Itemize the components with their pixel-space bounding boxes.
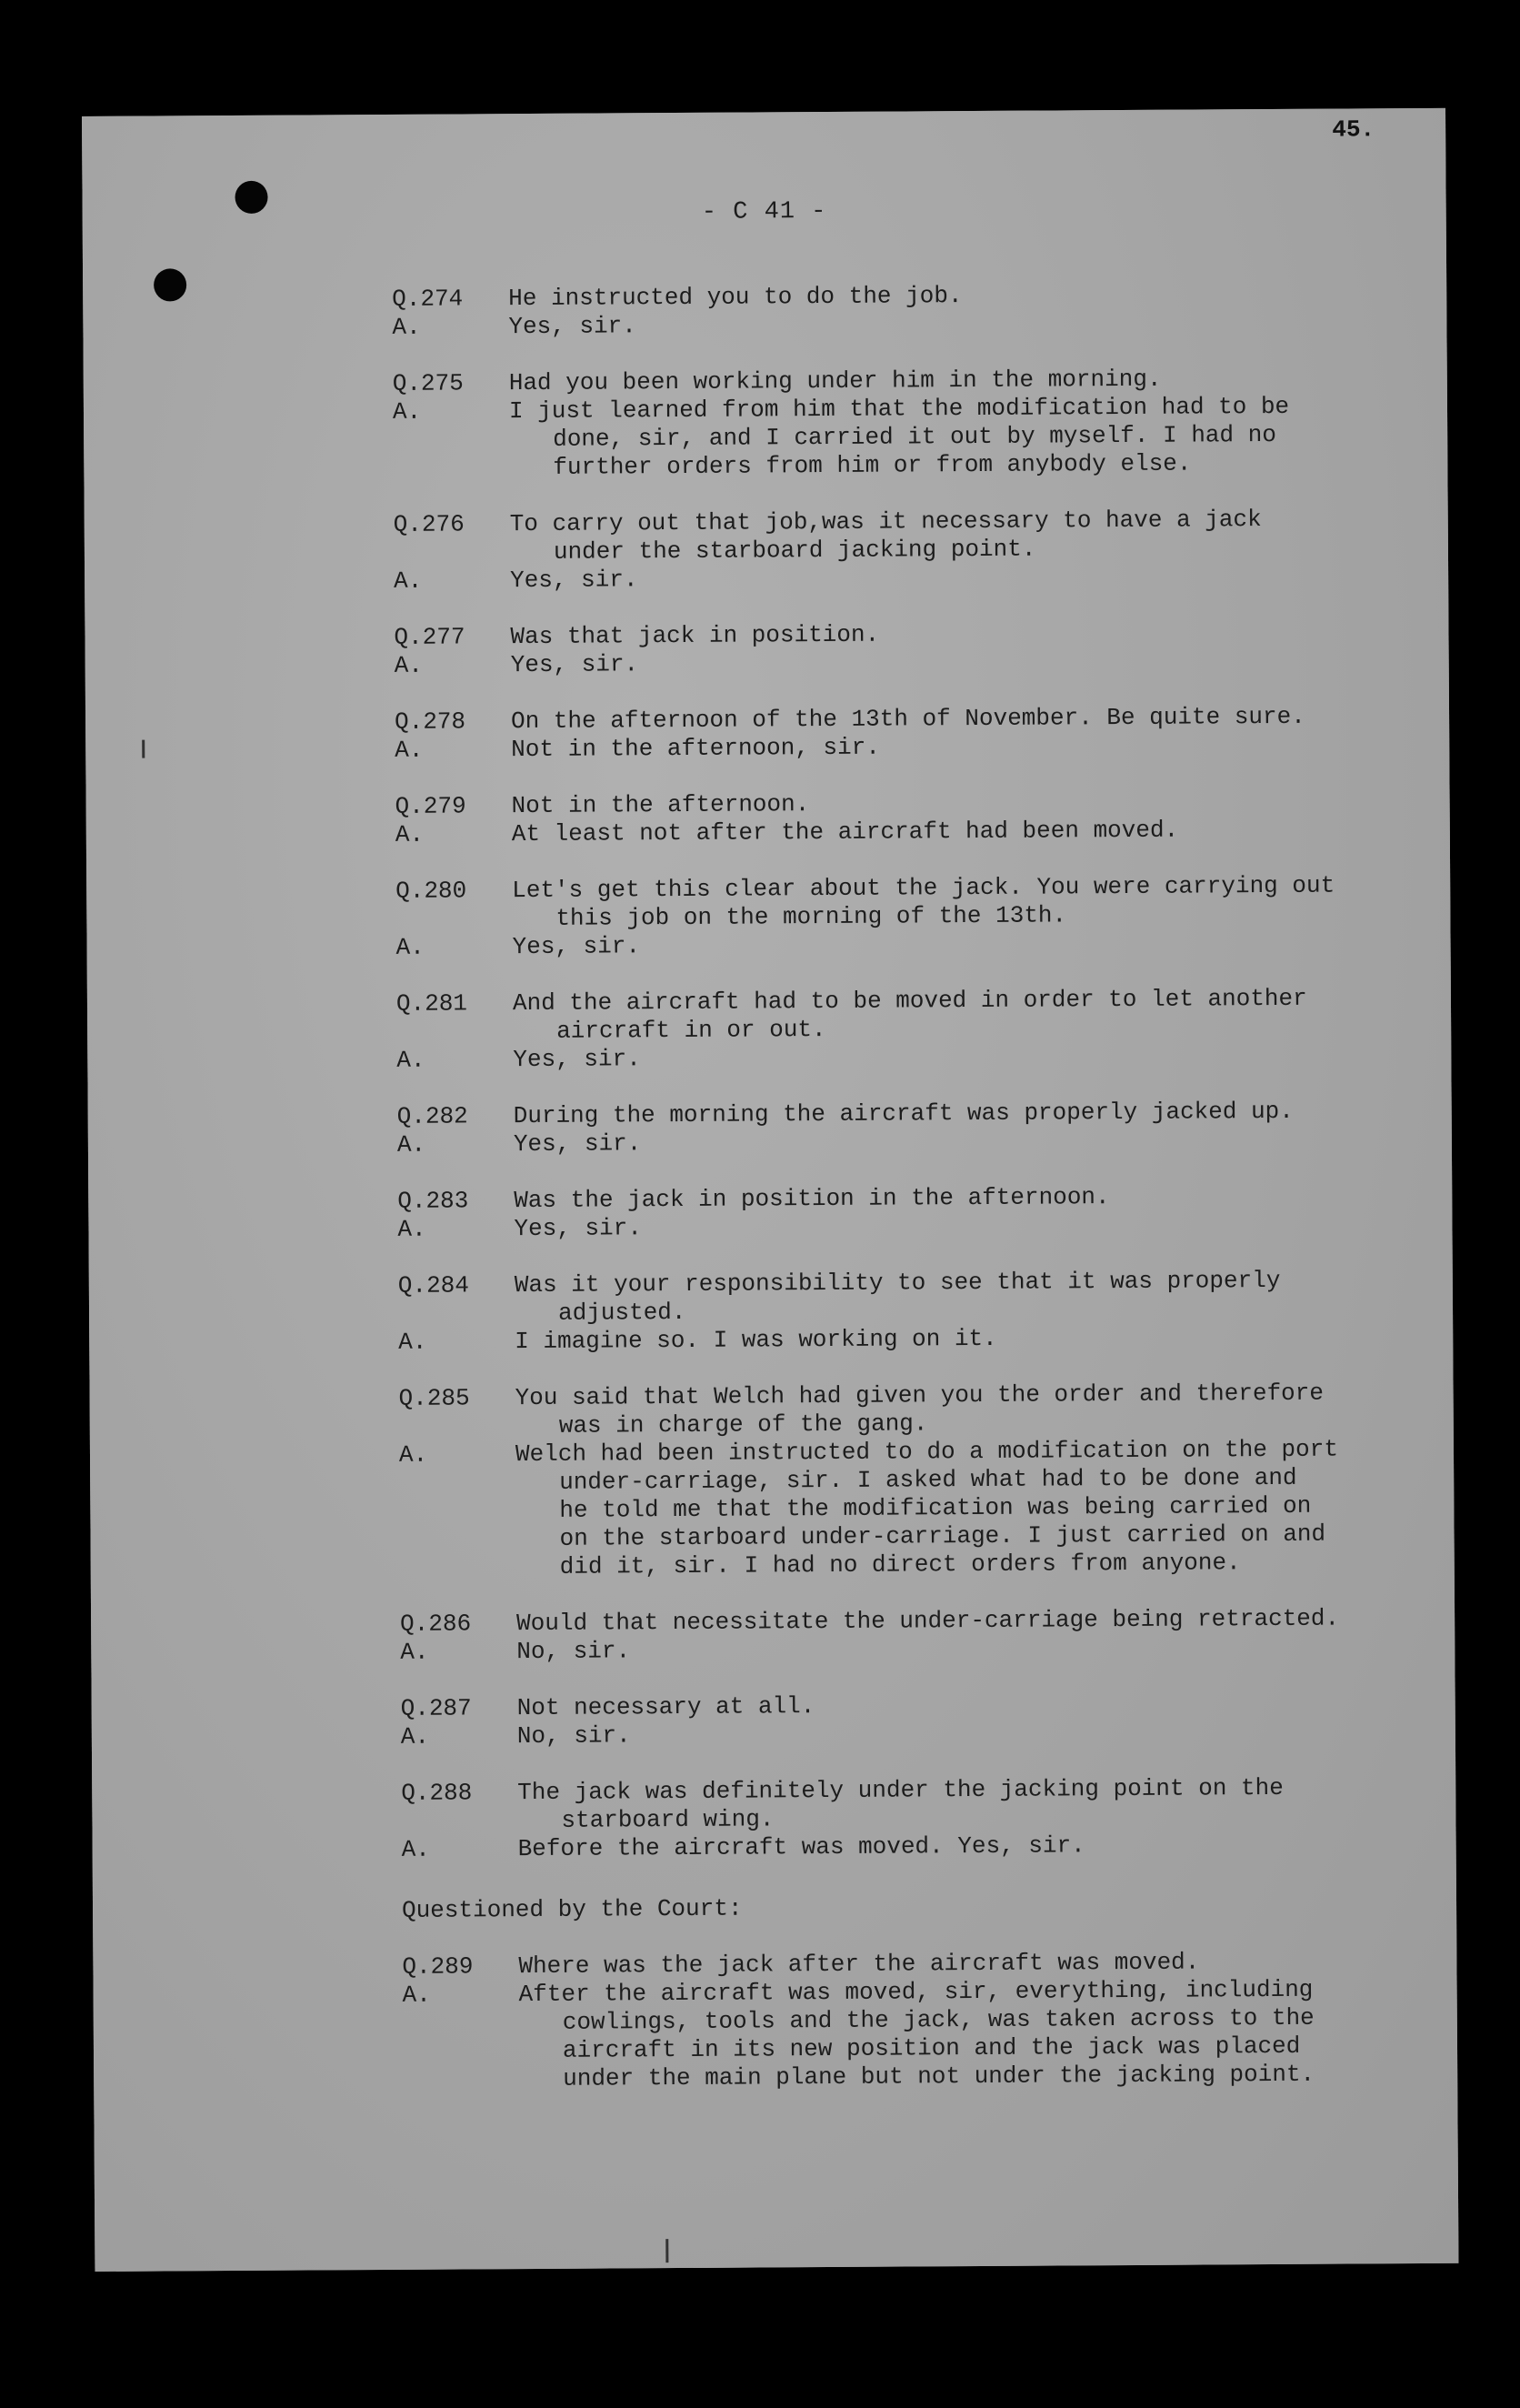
qa-list xyxy=(392,279,1402,1864)
text-line: Had you been working under him in the morning. xyxy=(508,365,1162,397)
qa-entry xyxy=(393,364,1394,483)
answer-label: A. xyxy=(392,313,421,341)
text-line: on the starboard under-carriage. I just carried on and xyxy=(559,1520,1326,1552)
text-line: this job on the morning of the 13th. xyxy=(555,901,1067,932)
answer-text xyxy=(514,1125,1397,1159)
text-line: No, sir. xyxy=(516,1721,631,1751)
answer xyxy=(395,646,1395,680)
answer xyxy=(398,1322,1398,1357)
text-line: The jack was definitely under the jacking point on the xyxy=(517,1773,1284,1807)
answer-label: A. xyxy=(401,1835,430,1863)
text-line: Not necessary at all. xyxy=(516,1692,815,1722)
qa-entry xyxy=(392,279,1392,342)
answer-text xyxy=(514,1209,1397,1243)
question-text xyxy=(515,1379,1399,1440)
text-line: adjusted. xyxy=(557,1298,686,1327)
answer-label: A. xyxy=(398,1328,427,1356)
text-line: did it, sir. I had no direct orders from anyone. xyxy=(559,1549,1241,1580)
page-header: - C 41 - xyxy=(701,197,827,226)
qa-entry xyxy=(398,1266,1399,1357)
punch-hole-bottom xyxy=(154,268,186,301)
answer xyxy=(400,1632,1400,1667)
question-label: Q.283 xyxy=(397,1187,469,1215)
answer-text xyxy=(519,1975,1404,2093)
text-line: was in charge of the gang. xyxy=(558,1410,928,1440)
text-line: he told me that the modification was being carried on xyxy=(559,1491,1312,1524)
text-line: Yes, sir. xyxy=(508,312,636,341)
question-label: Q.274 xyxy=(392,285,464,313)
text-line: Yes, sir. xyxy=(510,650,639,679)
question-label: Q.276 xyxy=(393,510,465,538)
answer-text xyxy=(517,1717,1401,1751)
qa-entry xyxy=(394,505,1395,596)
answer-text xyxy=(511,646,1395,679)
qa-entry xyxy=(397,1097,1397,1159)
question-label: Q.277 xyxy=(394,623,465,651)
question-label: Q.282 xyxy=(396,1102,468,1130)
answer-label: A. xyxy=(400,1722,430,1751)
text-line: further orders from him or from anybody else. xyxy=(553,449,1192,481)
answer xyxy=(402,1830,1402,1864)
text-line: aircraft in its new position and the jack was placed xyxy=(562,2032,1301,2064)
answer-label: A. xyxy=(400,1638,429,1666)
question-label: Q.287 xyxy=(400,1694,472,1722)
question-text xyxy=(517,1773,1401,1835)
qa-entry xyxy=(402,1947,1403,2094)
text-line: He instructed you to do the job. xyxy=(508,282,963,313)
qa-entry xyxy=(397,1181,1397,1244)
text-line: Yes, sir. xyxy=(513,1129,642,1159)
text-line: Not in the afternoon, sir. xyxy=(511,733,881,764)
question xyxy=(398,1266,1398,1329)
answer-text xyxy=(511,730,1395,764)
answer-label: A. xyxy=(395,820,425,848)
answer xyxy=(395,815,1395,849)
answer-label: A. xyxy=(396,1046,425,1074)
answer xyxy=(395,928,1395,962)
text-line: Was it your responsibility to see that it was properly xyxy=(514,1266,1281,1299)
text-line: Yes, sir. xyxy=(510,566,638,595)
qa-entry xyxy=(394,617,1394,680)
section-heading: Questioned by the Court: xyxy=(401,1894,743,1924)
page-number: 45. xyxy=(1332,115,1375,144)
answer-text xyxy=(509,392,1394,482)
answer-text xyxy=(510,561,1394,595)
text-line: At least not after the aircraft had been moved. xyxy=(511,816,1179,848)
qa-entry xyxy=(395,871,1396,962)
text-line: Would that necessitate the under-carriage being retracted. xyxy=(516,1604,1340,1638)
text-line: under the main plane but not under the jacking point. xyxy=(563,2060,1315,2092)
answer xyxy=(399,1435,1400,1582)
question xyxy=(394,505,1394,567)
text-line: Before the aircraft was moved. Yes, sir. xyxy=(517,1831,1085,1863)
text-line: I imagine so. I was working on it. xyxy=(515,1324,997,1356)
answer-text xyxy=(515,1435,1400,1581)
court-qa-list xyxy=(402,1947,1403,2094)
question-text xyxy=(510,505,1394,567)
answer xyxy=(392,307,1392,342)
answer xyxy=(396,1040,1396,1075)
text-line: Was that jack in position. xyxy=(510,620,880,651)
answer-label: A. xyxy=(395,933,425,961)
text-line: under-carriage, sir. I asked what had to be done and xyxy=(559,1463,1297,1496)
question-label: Q.281 xyxy=(395,989,468,1018)
answer-label: A. xyxy=(398,1440,428,1469)
answer-label: A. xyxy=(397,1215,426,1243)
text-line: Yes, sir. xyxy=(512,932,641,961)
question-label: Q.289 xyxy=(402,1952,474,1981)
question-label: Q.278 xyxy=(394,707,466,736)
answer xyxy=(395,730,1395,765)
answer xyxy=(393,392,1394,483)
document-page xyxy=(82,108,1458,2272)
qa-entry xyxy=(395,787,1395,849)
answer-label: A. xyxy=(396,1130,426,1159)
answer-text xyxy=(513,1040,1396,1074)
question-label: Q.275 xyxy=(392,369,464,397)
answer-text xyxy=(508,307,1392,341)
text-line: Was the jack in position in the afternoon. xyxy=(514,1183,1110,1215)
text-line: Let's get this clear about the jack. You were carrying out xyxy=(512,871,1335,905)
qa-entry xyxy=(401,1773,1402,1864)
text-line: And the aircraft had to be moved in order to let another xyxy=(512,984,1307,1018)
text-line: done, sir, and I carried it out by myself. I had no xyxy=(553,420,1276,453)
text-line: After the aircraft was moved, sir, everything, including xyxy=(518,1975,1314,2009)
answer-label: A. xyxy=(395,736,424,764)
answer-text xyxy=(516,1632,1400,1666)
text-line: To carry out that job,was it necessary to have a jack xyxy=(509,506,1262,538)
question xyxy=(395,871,1395,934)
question xyxy=(396,984,1396,1047)
question-label: Q.286 xyxy=(400,1610,472,1638)
text-line: On the afternoon of the 13th of November. Be quite sure. xyxy=(510,702,1305,736)
qa-entry xyxy=(396,984,1397,1075)
qa-entry xyxy=(400,1604,1400,1667)
answer-text xyxy=(512,928,1395,961)
answer xyxy=(394,561,1394,596)
transcript xyxy=(392,279,1403,2122)
qa-entry xyxy=(399,1379,1400,1582)
answer-label: A. xyxy=(394,651,424,679)
margin-mark xyxy=(142,740,145,758)
question-label: Q.284 xyxy=(397,1271,469,1299)
text-line: Where was the jack after the aircraft was moved. xyxy=(518,1948,1200,1981)
question-label: Q.279 xyxy=(395,792,466,820)
answer xyxy=(401,1717,1401,1751)
answer-label: A. xyxy=(392,397,422,426)
text-line: No, sir. xyxy=(516,1637,631,1666)
text-line: Yes, sir. xyxy=(513,1045,641,1074)
question xyxy=(399,1379,1399,1441)
answer-label: A. xyxy=(402,1981,431,2009)
answer-label: A. xyxy=(394,567,423,595)
question-text xyxy=(512,871,1395,933)
question-text xyxy=(513,984,1396,1046)
text-line: under the starboard jacking point. xyxy=(553,535,1036,566)
question-text xyxy=(515,1266,1398,1328)
text-line: Not in the afternoon. xyxy=(511,790,810,820)
text-line: I just learned from him that the modification had to be xyxy=(508,392,1290,426)
text-line: cowlings, tools and the jack, was taken across to the xyxy=(562,2003,1315,2036)
margin-mark xyxy=(665,2239,668,2263)
answer-text xyxy=(512,815,1395,848)
answer-text xyxy=(515,1322,1398,1356)
answer xyxy=(397,1125,1397,1159)
question xyxy=(401,1773,1401,1836)
answer xyxy=(403,1975,1404,2094)
answer-text xyxy=(518,1830,1402,1863)
answer xyxy=(397,1209,1397,1244)
text-line: starboard wing. xyxy=(561,1805,775,1834)
qa-entry xyxy=(395,702,1395,765)
qa-entry xyxy=(401,1689,1401,1751)
text-line: You said that Welch had given you the order and therefore xyxy=(515,1379,1325,1412)
text-line: Welch had been instructed to do a modification on the port xyxy=(515,1435,1339,1469)
question-label: Q.285 xyxy=(398,1384,470,1412)
text-line: aircraft in or out. xyxy=(556,1016,826,1045)
question-label: Q.288 xyxy=(401,1779,473,1807)
text-line: During the morning the aircraft was properly jacked up. xyxy=(513,1097,1294,1130)
text-line: Yes, sir. xyxy=(514,1214,643,1243)
question-label: Q.280 xyxy=(395,877,467,905)
